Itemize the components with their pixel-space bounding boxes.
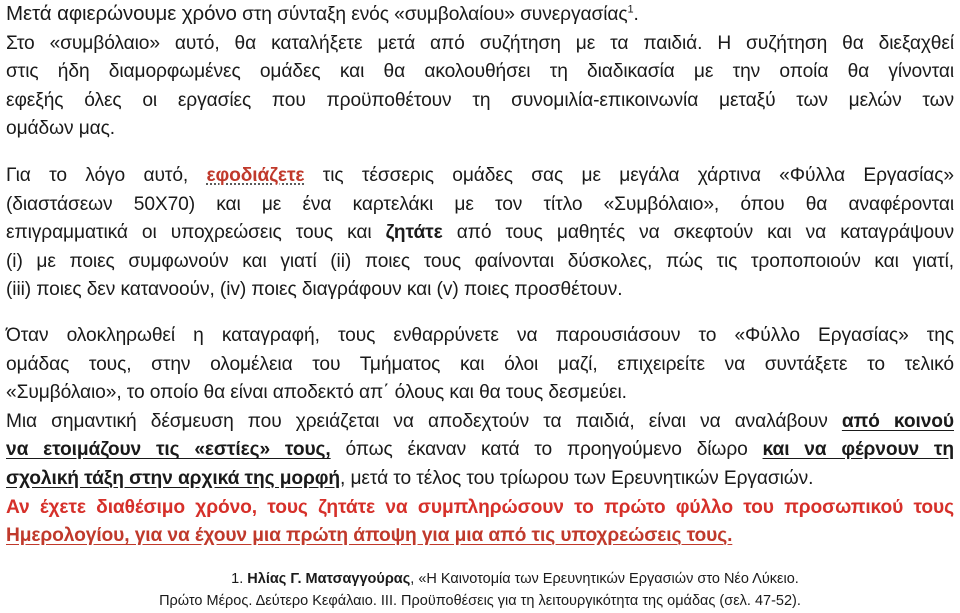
worksheets-line-3: επιγραμματικά οι υποχρεώσεις τους και ζητάτε από τους μαθητές να σκεφτούν και να καταγράψουν — [6, 222, 954, 244]
footnote-marker: 1 — [627, 3, 634, 16]
intro-line-2: Στο «συμβόλαιο» αυτό, θα καταλήξετε μετά από συζήτηση με τα παιδιά. Η συζήτηση θα διεξαχθεί — [6, 32, 954, 54]
paragraph-intro — [6, 0, 954, 144]
footnote-line-2: Πρώτο Μέρος. Δεύτερο Κεφάλαιο. ΙΙΙ. Προϋποθέσεις για τη λειτουργικότητα της ομάδας (σελ. 47-52). — [159, 593, 801, 609]
footnote-line-1: 1. Ηλίας Γ. Ματσαγγούρας, «Η Καινοτομία των Ερευνητικών Εργασιών στο Νέο Λύκειο. — [231, 571, 799, 587]
paragraph-contract — [6, 322, 954, 551]
contract-line-4: Μια σημαντική δέσμευση που χρειάζεται να αποδεχτούν τα παιδιά, είναι να αναλάβουν από κοινού — [6, 410, 954, 432]
intro-line-5: ομάδων μας. — [6, 118, 116, 140]
worksheets-line-1: Για το λόγο αυτό, εφοδιάζετε τις τέσσερις ομάδες σας με μεγάλα χάρτινα «Φύλλα Εργασίας» — [6, 165, 955, 186]
contract-line-5: να ετοιμάζουν τις «εστίες» τους, όπως έκαναν κατά το προηγούμενο δίωρο και να φέρνουν τη — [6, 439, 955, 461]
bold-taxi: σχολική τάξη στην αρχικά της μορφή — [6, 467, 340, 489]
bold-zitate: ζητάτε — [385, 222, 443, 244]
intro-line-4: εφεξής όλες οι εργασίες που προϋποθέτουν τη συνομιλία-επικοινωνία μεταξύ των μελών των — [6, 89, 954, 111]
contract-line-6: σχολική τάξη στην αρχικά της μορφή, μετά το τέλος του τρίωρου των Ερευνητικών Εργασιών. — [6, 467, 814, 489]
intro-line-3: στις ήδη διαμορφωμένες ομάδες και θα ακολουθήσει τη διαδικασία με την οποία θα γίνονται — [6, 61, 954, 83]
intro-lead: Μετά αφιερώνουμε χρόνο — [6, 2, 237, 25]
contract-line-3: «Συμβόλαιο», το οποίο θα είναι αποδεκτό απ΄ όλους και θα τους δεσμεύει. — [6, 382, 627, 404]
bold-fernoun: και να φέρνουν τη — [762, 439, 955, 461]
intro-line-1: Μετά αφιερώνουμε χρόνο στη σύνταξη ενός «συμβολαίου» συνεργασίας$^1$. — [6, 2, 639, 25]
highlight-efodiazete: εφοδιάζετε — [206, 165, 305, 186]
worksheets-line-2: (διαστάσεων 50Χ70) και με ένα καρτελάκι με τον τίτλο «Συμβόλαιο», όπου θα αναφέρονται — [6, 193, 954, 215]
worksheets-line-4: (i) με ποιες συμφωνούν και γιατί (ii) ποιες τους φαίνονται δύσκολες, πώς τις τροποποιούν και γιατί, — [6, 250, 954, 272]
bold-estias: να ετοιμάζουν τις «εστίες» τους, — [6, 439, 331, 461]
bold-apo-koinou: από κοινού — [841, 410, 954, 432]
footnote-author: Ηλίας Γ. Ματσαγγούρας — [247, 571, 411, 587]
red-line-1: Αν έχετε διαθέσιμο χρόνο, τους ζητάτε να συμπληρώσουν το πρώτο φύλλο του προσωπικού τους — [6, 496, 954, 518]
worksheets-line-5: (iii) ποιες δεν κατανοούν, (iv) ποιες διαγράφουν και (v) ποιες προσθέτουν. — [6, 279, 623, 301]
paragraph-worksheets — [6, 162, 954, 305]
contract-line-2: ομάδας τους, στην ολομέλεια του Τμήματος και όλοι μαζί, επιχειρείτε να συντάξετε το τελικό — [6, 353, 954, 375]
red-line-2: Ημερολογίου, για να έχουν μια πρώτη άποψη για μια από τις υποχρεώσεις τους. — [6, 525, 733, 547]
contract-line-1: Όταν ολοκληρωθεί η καταγραφή, τους ενθαρρύνετε να παρουσιάσουν το «Φύλλο Εργασίας» της — [6, 325, 954, 346]
